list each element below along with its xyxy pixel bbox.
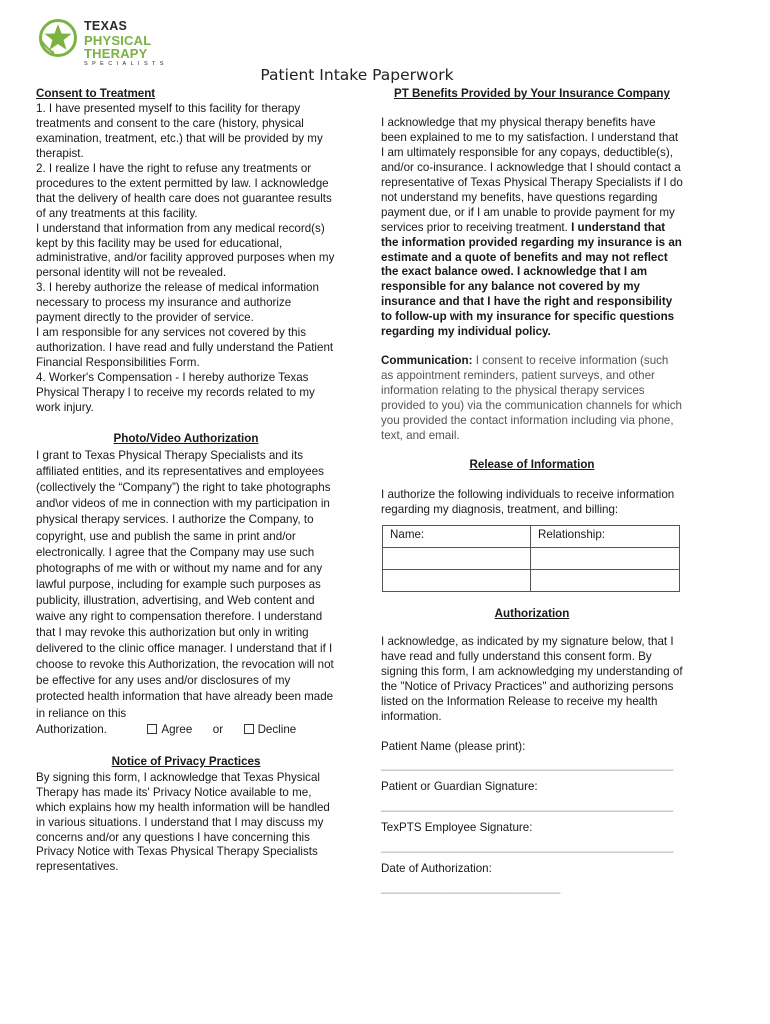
relationship-header-cell: Relationship:	[531, 525, 680, 547]
table-row	[383, 569, 680, 591]
employee-signature-label: TexPTS Employee Signature:	[381, 821, 533, 835]
relationship-input-cell[interactable]	[531, 569, 680, 591]
name-header-cell: Name:	[383, 525, 531, 547]
privacy-heading: Notice of Privacy Practices	[111, 754, 261, 768]
table-row	[383, 525, 680, 547]
or-label: or	[212, 722, 224, 736]
guardian-signature-field[interactable]: ____________________________________________	[381, 799, 674, 813]
star-circle-logo-icon	[38, 18, 80, 58]
release-heading: Release of Information	[469, 457, 595, 471]
photo-heading: Photo/Video Authorization	[113, 431, 259, 445]
decline-label: Decline	[257, 722, 297, 736]
privacy-body: By signing this form, I acknowledge that Texas Physical Therapy has made its' Privacy Notice available to me, which explains how my health information will be handled in various situations. I understand that I may discuss my concerns and/or any questions I have concerning this Privacy Notice with Texas Physical Therapy Specialists representatives.	[36, 770, 330, 874]
benefits-text: I acknowledge that my physical therapy benefits have been explained to me to my satisfaction. I understand that I am ultimately responsible for any copays, deductible(s), and/or co-insurance. I acknowledge that I should contact a representative of Texas Physical Therapy Specialists if I do not understand my benefits, have questions regarding payment due, or if I am unable to provide payment for my services prior to receiving treatment.	[381, 115, 683, 234]
benefits-body	[381, 116, 683, 340]
agree-checkbox[interactable]	[147, 724, 157, 734]
guardian-signature-label: Patient or Guardian Signature:	[381, 780, 538, 794]
right-column	[381, 87, 683, 895]
logo-line-specialists: SPECIALISTS	[84, 60, 168, 67]
company-logo	[38, 18, 218, 67]
decline-checkbox[interactable]	[244, 724, 254, 734]
logo-line-texas: TEXAS	[84, 19, 128, 33]
patient-name-label: Patient Name (please print):	[381, 739, 526, 753]
communication-paragraph	[381, 354, 683, 444]
table-row	[383, 547, 680, 569]
communication-label: Communication:	[381, 354, 473, 368]
communication-body: I consent to receive information (such as appointment reminders, patient surveys, and other information relating to the physical therapy services provided to you) via the communication channels for which you provided the contact information including via phone, text, and email.	[381, 354, 682, 443]
date-label: Date of Authorization:	[381, 862, 492, 876]
benefits-bold-text: I understand that the information provided regarding my insurance is an estimate and a quote of benefits and may not reflect the exact balance owed. I acknowledge that I am responsible for any balance not covered by my insurance and that I have the right and responsibility to follow-up with my insurance for specific questions regarding my individual policy.	[381, 220, 682, 339]
agree-label: Agree	[161, 722, 193, 736]
left-column	[36, 87, 336, 875]
photo-last-line: Authorization.	[36, 722, 107, 736]
name-input-cell[interactable]	[383, 569, 531, 591]
consent-heading: Consent to Treatment	[36, 87, 156, 100]
logo-line-physical-therapy: PHYSICAL THERAPY	[84, 32, 152, 61]
page-title: Patient Intake Paperwork	[260, 66, 454, 84]
consent-body: 1. I have presented myself to this facility for therapy treatments and consent to the care (history, physical examination, treatment, etc.) that will be provided by my therapist. 2. I realize I have the right to refuse any treatments or procedures to the extent permitted by law. I acknowledge that the delivery of health care does not guarantee results of any treatments at this facility. I understand that information from any medical record(s) kept by this facility may be used for educational, administrative, and/or facility approved purposes when my personal identity will not be revealed. 3. I hereby authorize the release of medical information necessary to process my insurance and authorize payment directly to the provider of service. I am responsible for any services not covered by this authorization. I have read and fully understand the Patient Financial Responsibilities Form. 4. Worker's Compensation - I hereby authorize Texas Physical Therapy l to receive my records related to my work injury.	[36, 101, 335, 415]
name-input-cell[interactable]	[383, 547, 531, 569]
date-field[interactable]: ___________________________	[381, 881, 561, 895]
release-table	[382, 525, 680, 592]
agree-decline-row	[36, 722, 336, 738]
patient-name-field[interactable]: ____________________________________________	[381, 758, 674, 772]
benefits-heading: PT Benefits Provided by Your Insurance Company	[394, 87, 670, 100]
relationship-input-cell[interactable]	[531, 547, 680, 569]
employee-signature-field[interactable]: ____________________________________________	[381, 840, 674, 854]
photo-body: I grant to Texas Physical Therapy Specialists and its affiliated entities, and its representatives and employees (collectively the “Company”) the right to take photographs and\or videos of me in connection with my participation in physical therapy services. I authorize the Company, to copyright, use and publish the same in print and/or electronically. I agree that the Company may use such photographs of me with or without my name and for any lawful purpose, including for example such purposes as publicity, illustration, advertising, and Web content and waive any right to compensation therefore. I understand that I may revoke this authorization but only in writing delivered to the clinic office manager. I understand that if I choose to revoke this Authorization, the revocation will not be effective for any uses and/or disclosures of my protected health information that have already been made in reliance on this	[36, 449, 334, 720]
authorization-heading: Authorization	[494, 606, 570, 620]
authorization-body: I acknowledge, as indicated by my signature below, that I have read and fully understand this consent form. By signing this form, I am acknowledging my understanding of the "Notice of Privacy Practices" and authorizing persons listed on the Information Release to receive my health information.	[381, 634, 683, 723]
release-body: I authorize the following individuals to receive information regarding my diagnosis, treatment, and billing:	[381, 487, 675, 516]
